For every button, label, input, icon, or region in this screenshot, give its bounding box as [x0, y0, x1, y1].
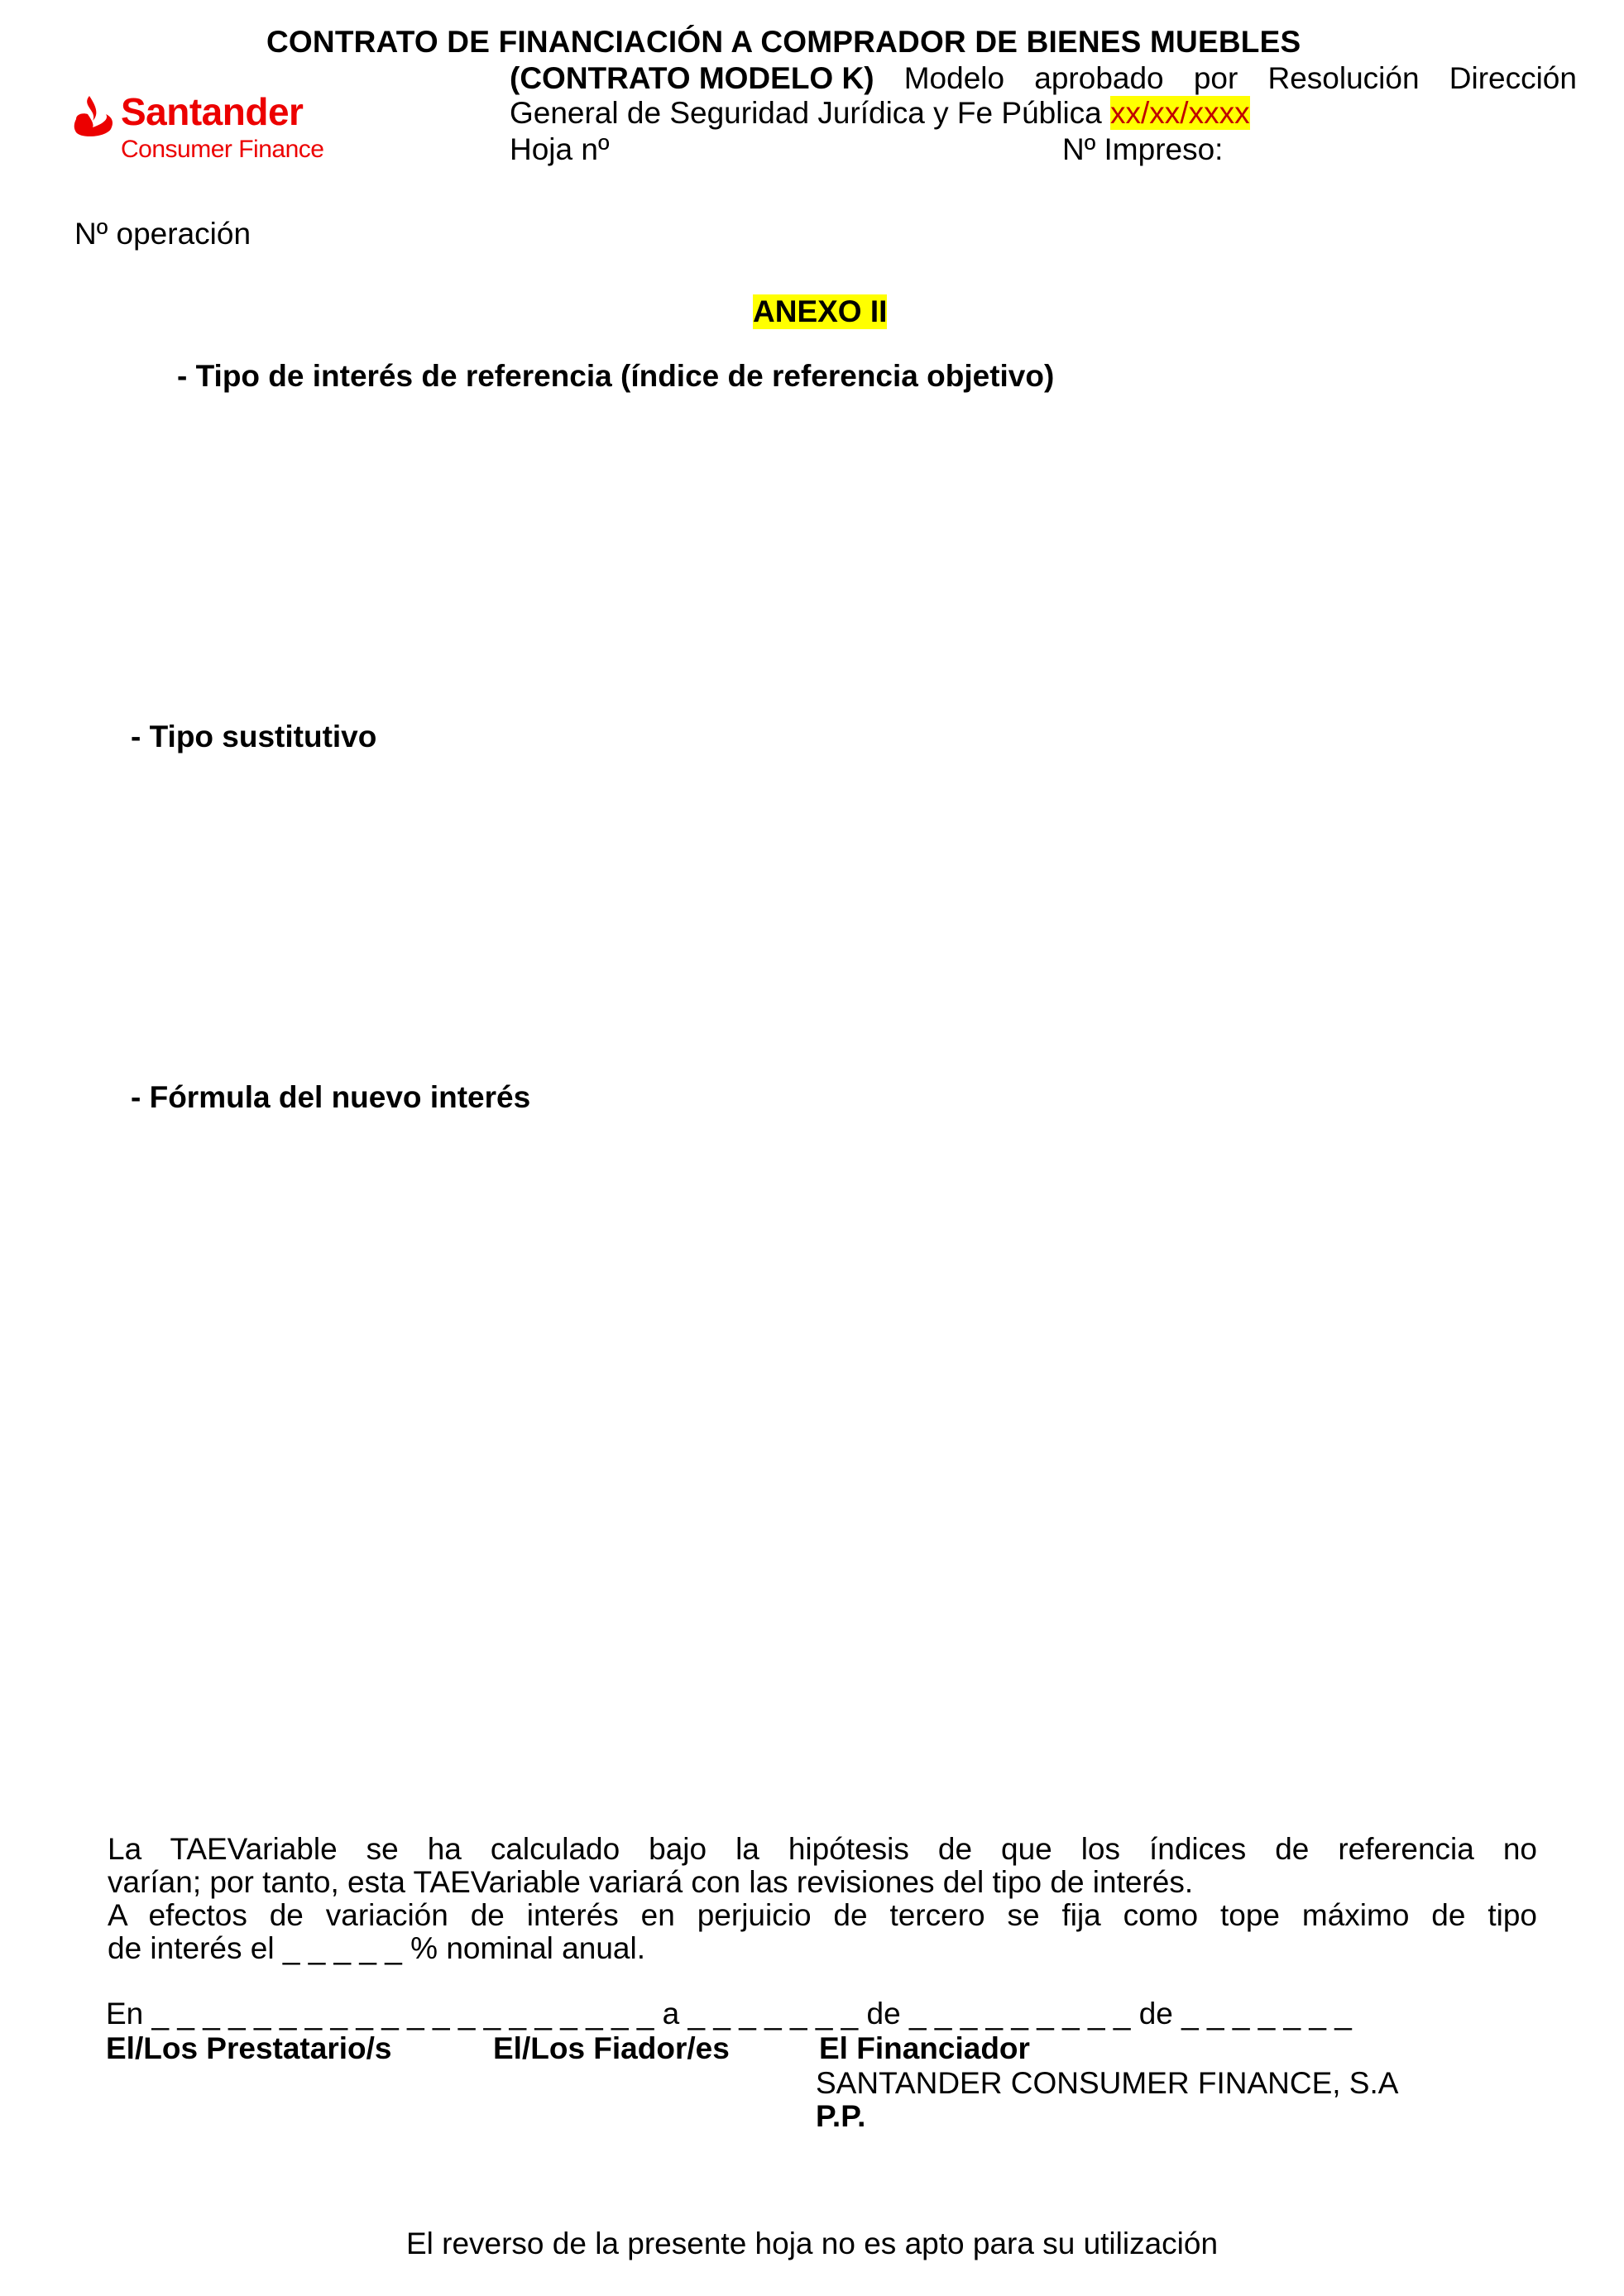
paragraph-line: La TAEVariable se ha calculado bajo la hipótesis de que los índices de referencia no — [108, 1832, 1537, 1866]
logo-subtitle: Consumer Finance — [121, 136, 324, 163]
contract-title: CONTRATO DE FINANCIACIÓN A COMPRADOR DE BIENES MUEBLES — [266, 25, 1301, 59]
model-word: Modelo — [903, 61, 1005, 95]
model-word: Dirección — [1449, 61, 1577, 95]
paragraph-line: A efectos de variación de interés en perjuicio de tercero se fija como tope máximo de tipo — [108, 1898, 1537, 1932]
signature-financier: El Financiador — [819, 2031, 1030, 2065]
paragraph-line: varían; por tanto, esta TAEVariable variará con las revisiones del tipo de interés. — [108, 1865, 1194, 1899]
signature-guarantor: El/Los Fiador/es — [493, 2031, 730, 2065]
financier-entity: SANTANDER CONSUMER FINANCE, S.A — [816, 2066, 1399, 2100]
approval-line — [510, 96, 1250, 131]
tae-paragraph — [108, 1833, 1537, 1965]
approval-date: xx/xx/xxxx — [1110, 96, 1250, 130]
financier-pp: P.P. — [816, 2099, 866, 2133]
place-date-line: En _ _ _ _ _ _ _ _ _ _ _ _ _ _ _ _ _ _ _ _ a _ _ _ _ _ _ _ de _ _ _ _ _ _ _ _ _ de _ _ _ _ _ _ _ — [106, 1997, 1352, 2031]
operation-number-label: Nº operación — [74, 217, 252, 251]
annex-title: ANEXO II — [753, 294, 888, 328]
model-word: aprobado — [1034, 61, 1164, 95]
contract-model-line — [510, 61, 1577, 96]
approval-text: General de Seguridad Jurídica y Fe Pública — [510, 96, 1111, 130]
footer-note: El reverso de la presente hoja no es apto para su utilización — [405, 2227, 1219, 2260]
paragraph-line: de interés el _ _ _ _ _ % nominal anual. — [108, 1931, 645, 1965]
section-new-rate-formula: - Fórmula del nuevo interés — [131, 1080, 531, 1114]
sheet-info-line — [510, 132, 1246, 167]
model-word: Resolución — [1267, 61, 1420, 95]
logo-brand: Santander — [121, 90, 304, 133]
contract-model-code: (CONTRATO MODELO K) — [510, 61, 874, 95]
model-word: por — [1193, 61, 1238, 95]
section-substitute-rate: - Tipo sustitutivo — [131, 720, 377, 753]
santander-logo — [73, 89, 354, 172]
section-reference-rate: - Tipo de interés de referencia (índice de referencia objetivo) — [177, 359, 1055, 393]
signature-borrower: El/Los Prestatario/s — [106, 2031, 392, 2065]
flame-icon — [73, 94, 114, 141]
sheet-number-label: Hoja nº — [510, 132, 610, 166]
print-number-label: Nº Impreso: — [1062, 132, 1224, 166]
